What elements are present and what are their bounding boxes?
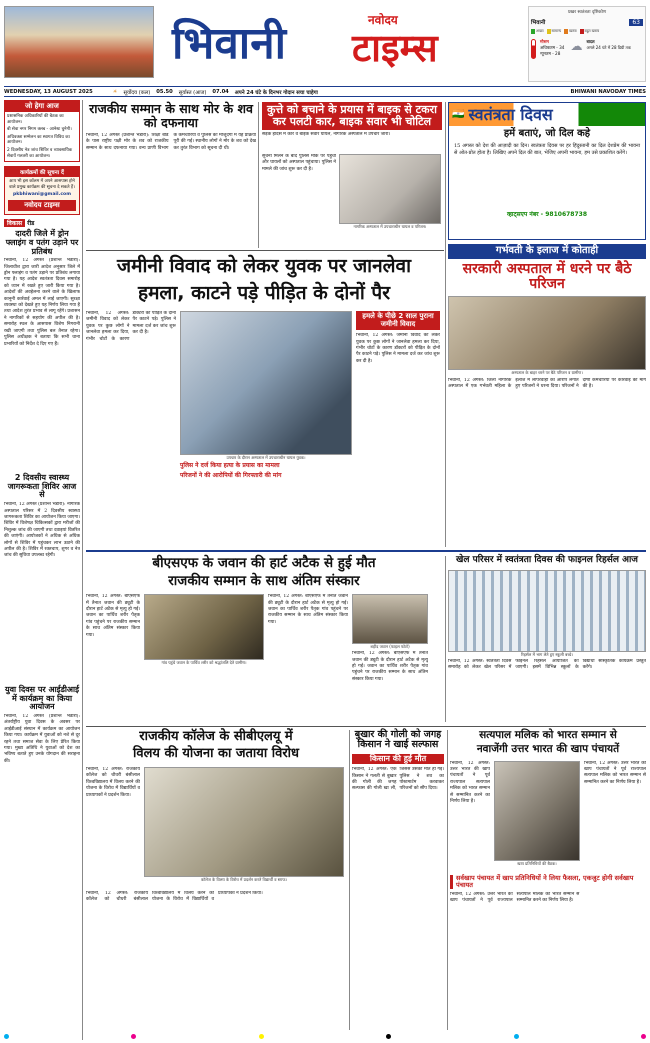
rehearsal-story <box>448 556 646 722</box>
fever-subhead: किसान की हुई मौत <box>352 754 444 765</box>
left-story-2-headline: 2 दिवसीय स्वास्थ्य जागरूकता शिविर आज से <box>7 473 77 500</box>
temp-max: अधिकतम - 34 <box>540 45 565 50</box>
malik-caption: खाप प्रतिनिधियों की बैठक। <box>517 860 557 866</box>
bsf-caption-2: शहीद जवान (फाइल फोटो) <box>370 644 410 650</box>
sunrise-label: सूर्योदय (कल) <box>123 89 151 96</box>
crash-photo <box>339 154 441 224</box>
bsf-headline-2: राजकीय सम्मान के साथ अंतिम संस्कार <box>168 572 360 589</box>
masthead-title-main: भिवानी <box>172 18 287 69</box>
left-story-3-body: भिवानी, 12 अगस्त (प्रशान्त भंडारी): अंतर्राष्ट्रीय युवा दिवस के अवसर पर आईडीआई संस्थान में कार्यक्रम का आयोजन किया गया। कार्यक्रम में युवाओं को नशे से दूर रहने तथा समाज सेवा के लिए प्रेरित किया गया। मुख्य अतिथि ने युवाओं को देश का भविष्य बताते हुए उनके योगदान की सराहना की। <box>4 713 80 764</box>
bsf-portrait <box>352 594 428 644</box>
lead-caption: उपचार के दौरान अस्पताल में उपचाराधीन घायल युवक। <box>226 455 306 461</box>
forecast-text: अगले 24 घंटे में 28 डिग्री तक <box>586 44 631 50</box>
lead-photo <box>180 311 352 455</box>
crash-body: सूचना मिलने के बाद पुलिस मौके पर पहुंची और घायलों को अस्पताल पहुंचाया। पुलिस ने मामले की जांच शुरू कर दी है। <box>262 153 336 172</box>
independence-box <box>448 102 646 240</box>
contact-email[interactable]: pkbhiwani@gmail.com <box>13 192 71 198</box>
independence-title: स्वतंत्रता दिवस <box>468 105 553 124</box>
malik-body-right: भिवानी, 12 अगस्त: उत्तर भारत की खाप पंचायतों ने पूर्व राज्यपाल सत्यपाल मलिक को भारत सम्मान से सम्मानित करने का निर्णय लिया है। <box>584 760 646 785</box>
malik-photo <box>494 761 580 861</box>
sunrise-time: 05.50 <box>156 88 173 95</box>
lead-sub-2: परिजनों ने की आरोपियों की गिरफ्तारी की मांग <box>180 471 282 479</box>
aqi-city: भिवानी <box>531 20 546 26</box>
malik-story <box>450 730 646 1030</box>
masthead-title-small: नवोदय <box>368 13 398 27</box>
lead-body-left: भिवानी, 12 अगस्त: जमीनी विवाद को लेकर युवक पर कुछ लोगों ने जानलेवा हमला कर दिया, गंभीर चोटों के कारण डॉक्टरों को पीड़ित के दोनों पैर काटने पड़े। पुलिस ने मामला दर्ज कर जांच शुरू कर दी है। <box>86 311 176 342</box>
dateline-date: WEDNESDAY, 13 AUGUST 2025 <box>4 88 93 95</box>
college-story <box>86 730 346 1030</box>
crash-caption: नागरिक अस्पताल में उपचाराधीन घायल व परिजन। <box>353 223 427 229</box>
peacock-headline: राजकीय सम्मान के साथ मोर के शव को दफनाया <box>89 101 253 130</box>
bsf-body-right: भिवानी, 12 अगस्त: बीएसएफ में तैनात जवान की ड्यूटी के दौरान हार्ट अटैक से मृत्यु हो गई। जवान का पार्थिव शरीर पैतृक गांव पहुंचने पर राजकीय सम्मान के साथ अंतिम संस्कार किया गया। <box>352 651 428 682</box>
lead-sub-1: पुलिस ने दर्ज किया हत्या के प्रयास का मामला <box>180 462 280 470</box>
lead-headline-1: जमीनी विवाद को लेकर युवक पर जानलेवा <box>116 255 412 277</box>
whatsapp-number[interactable]: व्हाट्सएप नंबर - 9810678738 <box>507 211 587 219</box>
contact-header: कार्यक्रमों की सूचना दें <box>5 167 79 177</box>
contact-text: आप भी इस कॉलम में अपने आसपास होने वाले प्रमुख कार्यक्रम की सूचना दे सकते हैं। <box>9 179 75 190</box>
malik-headline-2: नवाजेंगी उत्तर भारत की खाप पंचायतें <box>476 743 620 756</box>
malik-headline-1: सत्यपाल मलिक को भारत सम्मान से <box>479 729 617 741</box>
lead-headline-2: हमला, काटने पड़े पीड़ित के दोनों पैर <box>137 281 390 304</box>
college-photo <box>144 767 344 877</box>
independence-body: 15 अगस्त को देश की आज़ादी का दिन। स्वतंत्रता दिवस पर हर हिंदुस्तानी का दिल देशप्रेम की भावना से ओत-प्रोत होता है। लिखिए अपने दिल की बात, भेजिए अपनी भावना, हम उसे प्रकाशित करेंगे। <box>454 143 640 157</box>
aqi-value: 63 <box>629 19 643 26</box>
pregnant-body: भिवानी, 12 अगस्त: जिला नागरिक अस्पताल में एक गर्भवती महिला के इलाज में लापरवाही का आरोप लगाते हुए परिजनों ने धरना दिया। परिजनों ने दोषी कर्मचारियों पर कार्रवाई की मांग की है। <box>448 378 646 390</box>
crash-headline: कुत्ते को बचाने के प्रयास में बाइक से टकरा कर पलटी कार, बाइक सवार भी चोटिल <box>262 102 442 130</box>
bsf-caption-1: गांव पहुंचे जवान के पार्थिव शरीर को श्रद्धांजलि देते ग्रामीण। <box>161 660 247 666</box>
sunset-time: 07.04 <box>212 88 229 95</box>
bsf-body-mid: भिवानी, 12 अगस्त: बीएसएफ में तैनात जवान की ड्यूटी के दौरान हार्ट अटैक से मृत्यु हो गई। जवान का पार्थिव शरीर पैतृक गांव पहुंचने पर राजकीय सम्मान के साथ अंतिम संस्कार किया गया। <box>268 594 348 625</box>
events-header: जो हेगा आज <box>5 101 79 112</box>
sunset-label: सूर्यास्त (आज) <box>178 89 207 96</box>
masthead-title-second: टाइम्स <box>352 26 438 70</box>
weather-box <box>528 6 646 82</box>
bsf-photo <box>144 594 264 660</box>
aqi-legend-good: अच्छा <box>531 29 544 34</box>
event-item: अधिवक्ता सम्मेलन का स्वागत विविध का आयोजन। <box>7 134 70 146</box>
left-column <box>4 100 80 1040</box>
malik-body-left: भिवानी, 12 अगस्त: उत्तर भारत की खाप पंचायतों ने पूर्व राज्यपाल सत्यपाल मलिक को भारत सम्मान से सम्मानित करने का निर्णय लिया है। <box>450 760 490 805</box>
weather-title: मौसम <box>540 39 549 44</box>
college-body-left: भिवानी, 12 अगस्त: राजकीय कॉलेज को चौधरी बंसीलाल विश्वविद्यालय में विलय करने की योजना के विरोध में विद्यार्थियों व प्राध्यापकों ने प्रदर्शन किया। <box>86 767 140 798</box>
pregnant-caption: अस्पताल के बाहर धरने पर बैठे परिजन व ग्रामीण। <box>511 370 583 376</box>
events-box <box>4 100 80 162</box>
college-headline-1: राजकीय कॉलेज के सीबीएलयू में <box>139 729 293 744</box>
aqi-legend-moderate: सामान्य <box>547 29 562 34</box>
aqi-legend-very-poor: बहुत खराब <box>580 29 600 34</box>
bsf-story <box>86 556 442 722</box>
lead-body-right: भिवानी, 12 अगस्त: जमीनी विवाद को लेकर युवक पर कुछ लोगों ने जानलेवा हमला कर दिया, गंभीर चोटों के कारण डॉक्टरों को पीड़ित के दोनों पैर काटने पड़े। पुलिस ने मामला दर्ज कर जांच शुरू कर दी है। <box>356 333 440 364</box>
peacock-body: भिवानी, 12 अगस्त (प्रशान्त भंडारी): शिक्षा बोर्ड के पास राष्ट्रीय पक्षी मोर के शव को राजकीय सम्मान के साथ दफनाया गया। वन्य प्राणी विभाग के कर्मचारियों व पुलिस की मौजूदगी में यह प्रक्रिया पूरी की गई। स्थानीय लोगों ने मोर के शव को देख कर तुरंत विभाग को सूचना दी थी। <box>86 133 256 151</box>
dateline-bar <box>4 86 646 97</box>
event-item: प्रशासनिक अधिकारियों की बैठक का आयोजन। <box>7 114 64 125</box>
thermometer-icon <box>531 39 536 59</box>
college-caption: कॉलेज के विलय के विरोध में प्रदर्शन करते विद्यार्थी व स्टाफ। <box>201 877 287 883</box>
aqi-legend-poor: खराब <box>564 29 576 34</box>
bsf-headline-1: बीएसएफ के जवान की हार्ट अटैक से हुई मौत <box>152 555 376 571</box>
left-story-3-headline: युवा दिवस पर आईडीआई में कार्यक्रम का किया आयोजन <box>4 685 80 712</box>
pregnant-headline: गर्भवती के इलाज में कोताही <box>448 244 646 259</box>
left-story-2-body: भिवानी, 12 अगस्त (प्रशान्त भंडारी): नागरिक अस्पताल परिसर में 2 दिवसीय स्वास्थ्य जागरूकता शिविर का आयोजन किया जाएगा। शिविर में विशेषज्ञ चिकित्सकों द्वारा मरीजों की निशुल्क जांच की जाएगी तथा दवाइयां वितरित की जाएंगी। आयोजकों ने अधिक से अधिक लोगों से शिविर में पहुंचकर लाभ उठाने की अपील की है। शिविर में रक्तचाप, शुगर व नेत्र जांच की सुविधा उपलब्ध रहेगी। <box>4 502 80 559</box>
fever-body: भिवानी, 12 अगस्त: एक किसान ने गलती से बुखार की गोली की जगह सल्फास की गोली खा ली, जिससे उसकी मौत हो गई। पुलिस ने शव का पोस्टमार्टम करवाकर परिजनों को सौंप दिया। <box>352 767 444 792</box>
malik-body-bottom: भिवानी, 12 अगस्त: उत्तर भारत की खाप पंचायतों ने पूर्व राज्यपाल सत्यपाल मलिक को भारत सम्मान से सम्मानित करने का निर्णय लिया है। <box>450 891 580 904</box>
forecast-label: बादल <box>586 39 595 44</box>
tagline: प्रखर स्वतंत्रता दृष्टिकोण <box>567 10 607 15</box>
pregnant-photo <box>448 296 646 370</box>
pregnant-subhead: सरकारी अस्पताल में धरने पर बैठे परिजन <box>462 260 632 292</box>
college-body-bottom: भिवानी, 12 अगस्त: राजकीय कॉलेज को चौधरी बंसीलाल विश्वविद्यालय में विलय करने की योजना के विरोध में विद्यार्थियों व प्राध्यापकों ने प्रदर्शन किया। <box>86 891 263 903</box>
event-item: 2 दिवसीय नेत्र जांच शिविर व व्यावसायिक सेवायें गलतरी का आयोजन। <box>7 147 73 159</box>
independence-subtitle: हमें बताएं, जो दिल कहे <box>503 128 591 140</box>
lead-story <box>86 256 442 546</box>
contact-box <box>4 166 80 215</box>
section-label: विकास <box>4 219 25 227</box>
rehearsal-caption: रिहर्सल में भाग लेते हुए स्कूली बच्चे। <box>521 651 573 657</box>
cloud-icon: ☁ <box>570 39 583 53</box>
event-item: बी सेवा नगर निगम क्लब - आनेस्ट चुनेगी। <box>7 127 72 133</box>
fever-headline: बुखार की गोली को जगह किसान ने खाई सल्फास <box>354 729 442 751</box>
malik-highlight: सर्वखाप पंचायत में खाप प्रतिनिधियों ने लिया फैसला, एकजुट होगी सर्वखाप पंचायत <box>450 875 646 889</box>
peacock-story <box>86 102 256 248</box>
dateline-slogan: अपने 24 घंटे के दिनभर गोदान सचा चाहेगा <box>234 89 318 96</box>
rehearsal-body: भिवानी, 12 अगस्त: स्वतंत्रता दिवस समारोह को लेकर खेल परिसर में फाइनल रिहर्सल आयोजित की जाएगी। इसमें विभिन्न स्कूलों के विद्यार्थी सांस्कृतिक कार्यक्रम प्रस्तुत करेंगे। <box>448 658 646 671</box>
masthead-title <box>172 14 502 78</box>
college-headline-2: विलय की योजना का जताया विरोध <box>132 746 300 762</box>
dateline-brand: BHIWANI NAVODAY TIMES <box>570 88 646 95</box>
flag-icon: 🇮🇳 <box>452 109 465 121</box>
sun-icon: ☀ <box>112 88 118 95</box>
contact-logo: नवोदय टाइम्स <box>8 200 76 211</box>
lead-kicker: हमले के पीछे 2 साल पुराना जमीनी विवाद <box>356 311 440 330</box>
masthead-temple-photo <box>4 6 154 78</box>
aqi-legend <box>531 29 643 34</box>
left-story-1-headline: दादरी जिले में ड्रोन फ्लाइंग व पतंग उड़ाने पर प्रतिबंध <box>5 229 79 256</box>
print-color-bar <box>4 1034 646 1040</box>
fever-story <box>352 730 444 1030</box>
crash-story <box>262 102 442 248</box>
rehearsal-headline: खेल परिसर में स्वतंत्रता दिवस की फाइनल रिहर्सल आज <box>456 555 638 565</box>
crash-intro: सड़क हादसे में कार व बाइक सवार घायल, नागरिक अस्पताल में उपचार जारी। <box>262 131 391 137</box>
bsf-body-left: भिवानी, 12 अगस्त: बीएसएफ में तैनात जवान की ड्यूटी के दौरान हार्ट अटैक से मृत्यु हो गई। जवान का पार्थिव शरीर पैतृक गांव पहुंचने पर राजकीय सम्मान के साथ अंतिम संस्कार किया गया। <box>86 594 140 638</box>
left-story-1-body: भिवानी, 12 अगस्त (प्रशान्त भंडारी): जिलाधीश द्वारा जारी आदेश अनुसार जिले में ड्रोन फ्लाइंग व पतंग उड़ाने पर प्रतिबंध लगाया गया है। यह आदेश स्वतंत्रता दिवस समारोह को ध्यान में रखते हुए जारी किया गया है। आदेशों की अवहेलना करने वाले के खिलाफ कानूनी कार्रवाई अमल में लाई जाएगी। सुरक्षा व्यवस्था को देखते हुए यह निर्णय लिया गया है तथा आदेश तुरंत प्रभाव से लागू रहेंगे। प्रशासन ने नागरिकों से सहयोग की अपील की है। समारोह स्थल के आसपास विशेष निगरानी रखी जाएगी तथा पुलिस बल तैनात रहेगा। पुलिस अधीक्षक ने बताया कि सभी थाना प्रभारियों को निर्देश दे दिए गए हैं। <box>4 258 80 347</box>
section-tail: रीड <box>27 220 35 228</box>
pregnant-story <box>448 244 646 374</box>
rehearsal-photo <box>448 570 646 652</box>
temp-min: न्यूनतम - 28 <box>540 51 561 56</box>
